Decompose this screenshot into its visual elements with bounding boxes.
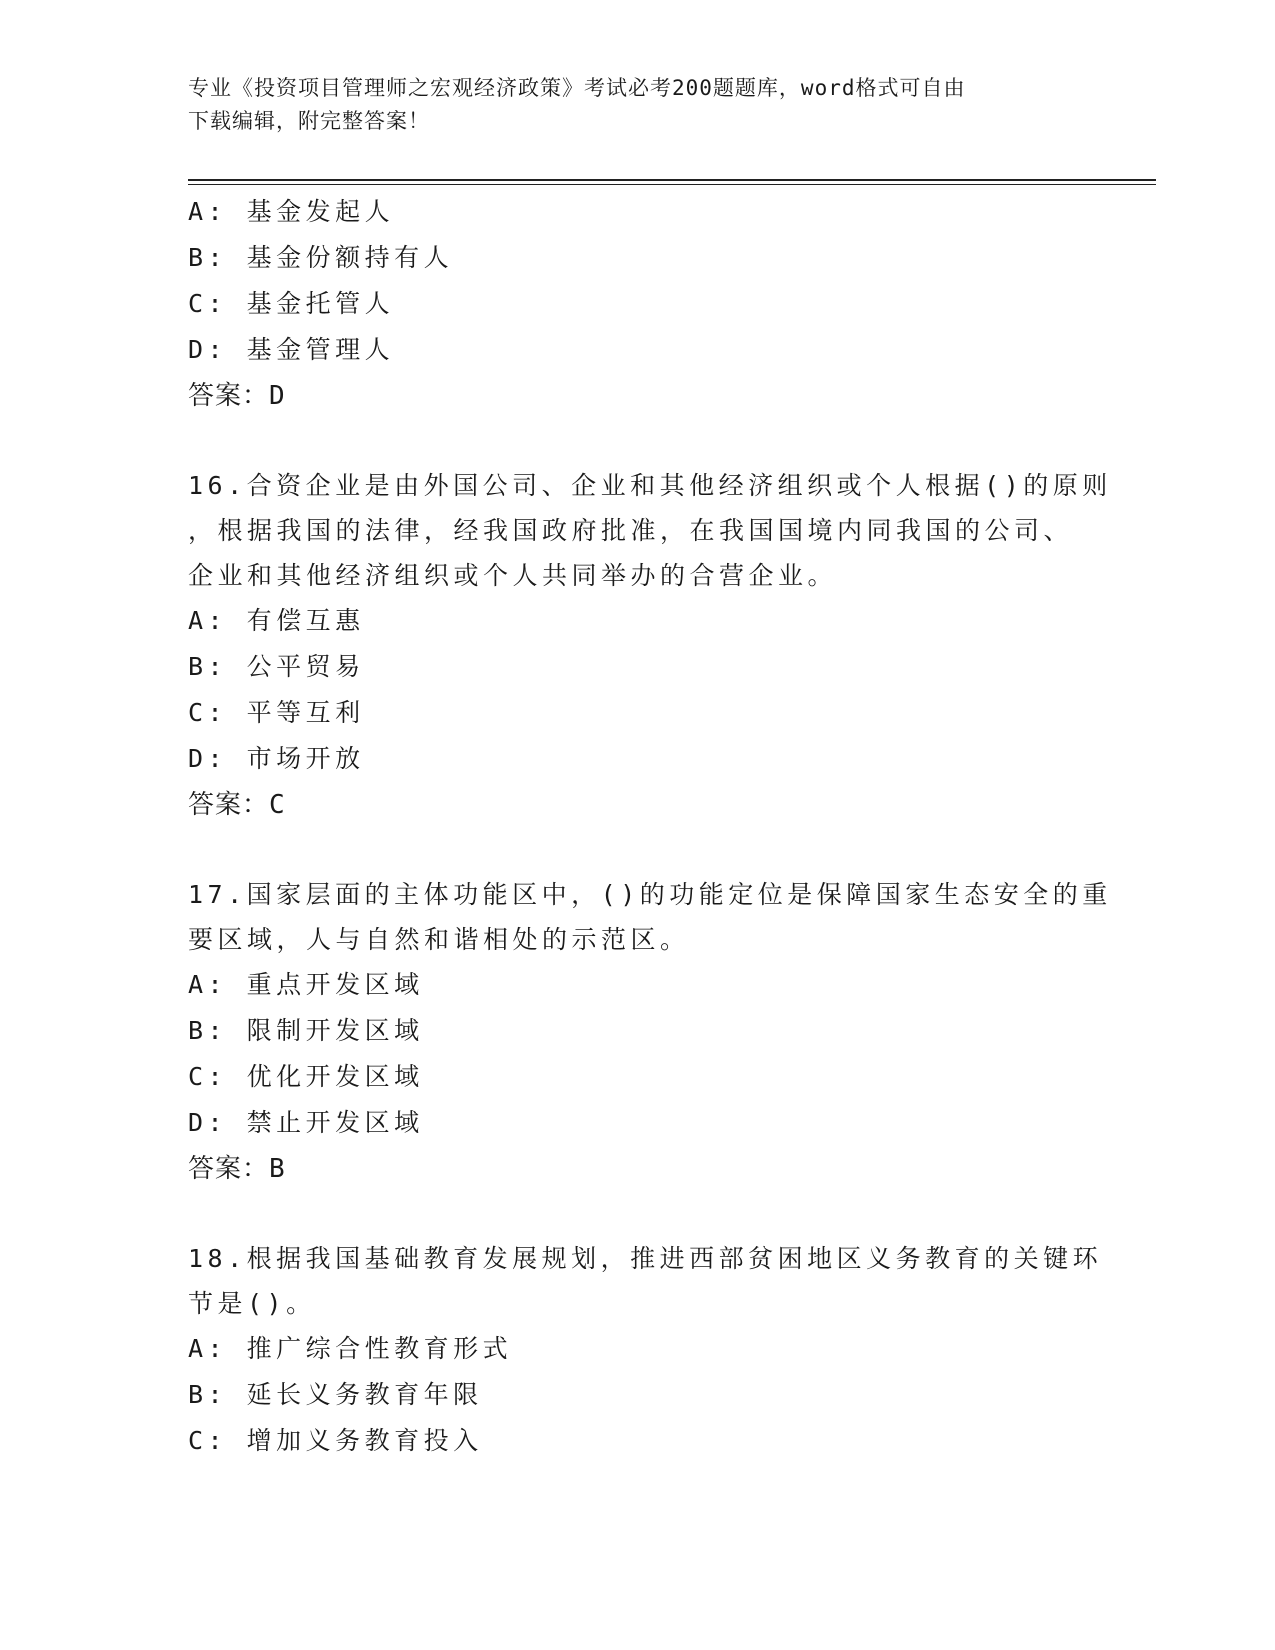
- question-stem: [188, 872, 1112, 962]
- answer-value: D: [269, 381, 286, 411]
- stem-line: 企业和其他经济组织或个人共同举办的合营企业。: [188, 561, 838, 590]
- option-a: A: 基金发起人: [188, 197, 395, 226]
- option-c: C: 优化开发区域: [188, 1062, 424, 1091]
- answer-label: 答案：: [188, 790, 270, 820]
- answer-label: 答案：: [188, 381, 270, 411]
- stem-line: 16.合资企业是由外国公司、企业和其他经济组织或个人根据()的原则: [188, 471, 1112, 500]
- question-16: [188, 463, 1112, 828]
- header-line-1: 专业《投资项目管理师之宏观经济政策》考试必考200题题库，word格式可自由: [188, 76, 966, 100]
- option-d: D: 禁止开发区域: [188, 1108, 424, 1137]
- option-d: D: 市场开放: [188, 744, 365, 773]
- option-d: D: 基金管理人: [188, 335, 395, 364]
- option-b: B: 公平贸易: [188, 652, 365, 681]
- answer-value: B: [269, 1154, 286, 1184]
- question-18: [188, 1236, 1103, 1464]
- stem-line: 17.国家层面的主体功能区中，()的功能定位是保障国家生态安全的重: [188, 880, 1112, 909]
- stem-line: 节是()。: [188, 1289, 316, 1318]
- option-a: A: 重点开发区域: [188, 970, 424, 999]
- option-b: B: 基金份额持有人: [188, 243, 454, 272]
- question-15-continued: [188, 189, 1088, 419]
- option-b: B: 限制开发区域: [188, 1016, 424, 1045]
- stem-line: 18.根据我国基础教育发展规划，推进西部贫困地区义务教育的关键环: [188, 1244, 1103, 1273]
- answer-line: [188, 373, 1088, 419]
- option-a: A: 有偿互惠: [188, 606, 365, 635]
- answer-label: 答案：: [188, 1154, 270, 1184]
- stem-line: ，根据我国的法律，经我国政府批准，在我国国境内同我国的公司、: [188, 516, 1074, 545]
- answer-value: C: [269, 790, 286, 820]
- option-a: A: 推广综合性教育形式: [188, 1334, 513, 1363]
- header-line-2: 下载编辑，附完整答案！: [188, 109, 430, 133]
- option-c: C: 基金托管人: [188, 289, 395, 318]
- header-divider: [188, 179, 1156, 181]
- document-header: [188, 72, 1088, 138]
- document-body: [188, 189, 1112, 1464]
- option-b: B: 延长义务教育年限: [188, 1380, 483, 1409]
- question-stem: [188, 463, 1112, 598]
- stem-line: 要区域，人与自然和谐相处的示范区。: [188, 925, 690, 954]
- option-c: C: 平等互利: [188, 698, 365, 727]
- header-divider-thin: [188, 184, 1156, 185]
- question-17: [188, 872, 1112, 1192]
- answer-line: [188, 782, 1088, 828]
- question-stem: [188, 1236, 1103, 1326]
- answer-line: [188, 1146, 1088, 1192]
- option-c: C: 增加义务教育投入: [188, 1426, 483, 1455]
